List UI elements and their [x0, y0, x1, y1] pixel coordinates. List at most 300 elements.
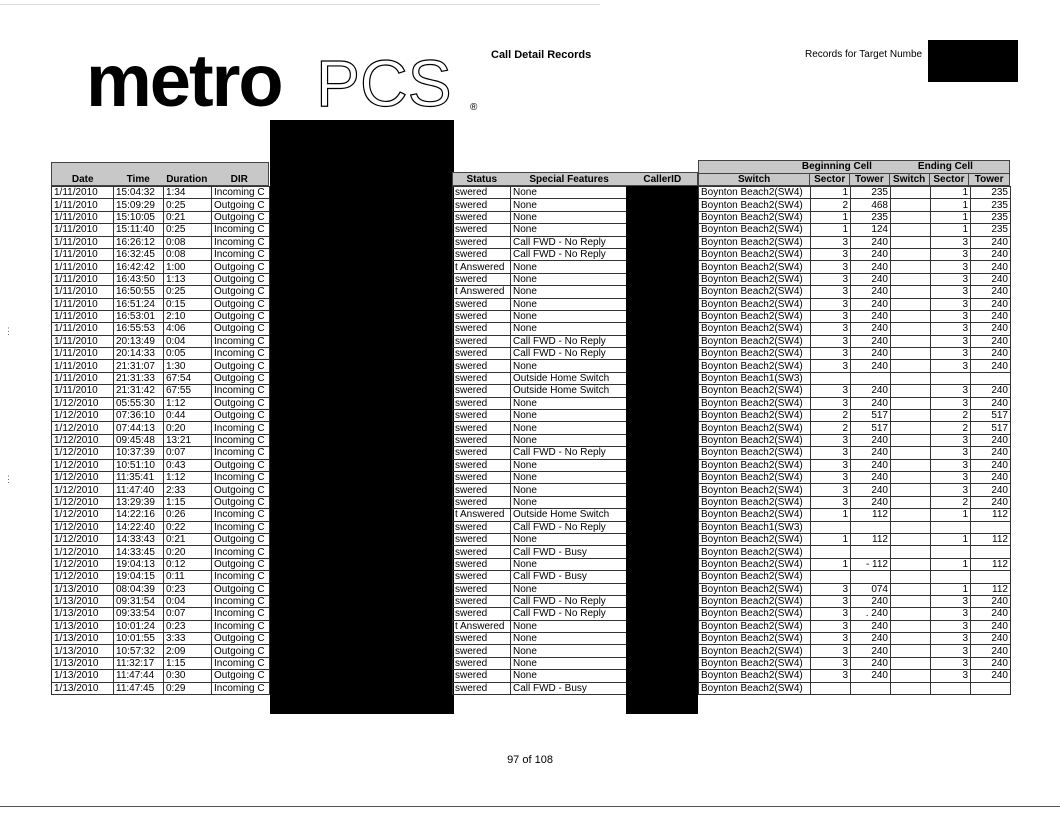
table-row: [699, 595, 1011, 607]
table-cell: 0:20: [164, 546, 212, 558]
table-cell: 3: [931, 670, 971, 682]
table-cell: 1/11/2010: [52, 199, 114, 211]
table-cell: None: [511, 187, 629, 199]
table-row: [453, 360, 629, 372]
table-cell: 0:30: [164, 670, 212, 682]
col-header-duration: Duration: [166, 174, 208, 185]
table-cell: 235: [971, 224, 1011, 236]
table-cell: None: [511, 199, 629, 211]
table-cell: Call FWD - No Reply: [511, 447, 629, 459]
table-cell: Boynton Beach2(SW4): [699, 633, 811, 645]
table-cell: 0:43: [164, 459, 212, 471]
col-header-special-features: Special Features: [529, 174, 609, 185]
table-cell: swered: [453, 199, 511, 211]
table-cell: Call FWD - No Reply: [511, 236, 629, 248]
table-cell: Boynton Beach2(SW4): [699, 583, 811, 595]
table-row: [52, 608, 270, 620]
table-row: [453, 286, 629, 298]
table-cell: [891, 682, 931, 694]
table-cell: 10:37:39: [114, 447, 164, 459]
right-table-header: [698, 160, 1010, 186]
table-row: [52, 422, 270, 434]
table-cell: 1: [931, 224, 971, 236]
table-cell: 240: [851, 447, 891, 459]
table-cell: 14:33:45: [114, 546, 164, 558]
table-cell: [931, 546, 971, 558]
table-cell: 3: [811, 348, 851, 360]
table-cell: swered: [453, 310, 511, 322]
table-cell: t Answered: [453, 509, 511, 521]
table-row: [453, 273, 629, 285]
table-cell: 16:55:53: [114, 323, 164, 335]
table-cell: [971, 521, 1011, 533]
table-cell: 240: [971, 608, 1011, 620]
table-cell: Boynton Beach2(SW4): [699, 682, 811, 694]
table-cell: [891, 509, 931, 521]
table-cell: [851, 571, 891, 583]
table-cell: None: [511, 558, 629, 570]
table-cell: [891, 422, 931, 434]
table-row: [52, 236, 270, 248]
table-cell: None: [511, 397, 629, 409]
table-cell: Incoming C: [212, 447, 270, 459]
table-cell: 1:30: [164, 360, 212, 372]
table-row: [699, 620, 1011, 632]
table-cell: [971, 682, 1011, 694]
table-cell: 240: [971, 670, 1011, 682]
table-cell: Call FWD - No Reply: [511, 335, 629, 347]
table-cell: [891, 558, 931, 570]
table-cell: 3: [811, 397, 851, 409]
table-cell: Incoming C: [212, 620, 270, 632]
group-header-beginning-cell: Beginning Cell: [801, 161, 872, 172]
table-cell: Call FWD - Busy: [511, 546, 629, 558]
table-cell: 240: [971, 471, 1011, 483]
table-cell: swered: [453, 273, 511, 285]
table-cell: 1/11/2010: [52, 273, 114, 285]
table-cell: 3: [931, 385, 971, 397]
table-row: [453, 372, 629, 384]
table-cell: 240: [971, 286, 1011, 298]
table-cell: Call FWD - No Reply: [511, 348, 629, 360]
table-row: [699, 546, 1011, 558]
table-row: [699, 323, 1011, 335]
table-cell: 21:31:07: [114, 360, 164, 372]
table-row: [453, 323, 629, 335]
table-row: [699, 211, 1011, 223]
table-cell: swered: [453, 459, 511, 471]
table-cell: 1: [811, 211, 851, 223]
table-cell: swered: [453, 335, 511, 347]
table-cell: swered: [453, 657, 511, 669]
table-cell: None: [511, 459, 629, 471]
table-cell: Boynton Beach2(SW4): [699, 434, 811, 446]
table-cell: [891, 434, 931, 446]
table-cell: swered: [453, 496, 511, 508]
table-cell: None: [511, 645, 629, 657]
table-row: [453, 484, 629, 496]
table-cell: swered: [453, 558, 511, 570]
table-row: [453, 633, 629, 645]
table-row: [52, 496, 270, 508]
table-cell: Outgoing C: [212, 286, 270, 298]
table-cell: 240: [971, 248, 1011, 260]
table-row: [453, 310, 629, 322]
table-cell: 235: [851, 211, 891, 223]
table-cell: Boynton Beach2(SW4): [699, 199, 811, 211]
table-cell: 0:05: [164, 348, 212, 360]
table-cell: 1/11/2010: [52, 298, 114, 310]
table-row: [52, 670, 270, 682]
table-cell: Incoming C: [212, 546, 270, 558]
table-cell: Incoming C: [212, 335, 270, 347]
table-cell: [891, 484, 931, 496]
table-row: [52, 620, 270, 632]
table-cell: Boynton Beach2(SW4): [699, 509, 811, 521]
table-cell: 112: [851, 509, 891, 521]
table-row: [699, 286, 1011, 298]
table-row: [699, 397, 1011, 409]
table-cell: None: [511, 261, 629, 273]
table-cell: Incoming C: [212, 509, 270, 521]
table-row: [453, 558, 629, 570]
table-cell: [891, 199, 931, 211]
table-row: [52, 187, 270, 199]
table-cell: Outgoing C: [212, 211, 270, 223]
table-cell: 240: [971, 595, 1011, 607]
table-cell: [891, 459, 931, 471]
table-row: [52, 546, 270, 558]
table-cell: 1/13/2010: [52, 583, 114, 595]
table-cell: [811, 682, 851, 694]
table-cell: None: [511, 298, 629, 310]
table-cell: None: [511, 496, 629, 508]
table-cell: [931, 682, 971, 694]
table-cell: 13:29:39: [114, 496, 164, 508]
table-cell: Boynton Beach2(SW4): [699, 236, 811, 248]
target-number-label: Records for Target Numbe: [805, 49, 923, 60]
table-row: [453, 199, 629, 211]
table-cell: swered: [453, 434, 511, 446]
table-cell: [891, 372, 931, 384]
table-cell: 3: [931, 620, 971, 632]
table-cell: 517: [971, 410, 1011, 422]
table-row: [699, 533, 1011, 545]
table-cell: 15:04:32: [114, 187, 164, 199]
table-cell: 0:25: [164, 286, 212, 298]
table-cell: 0:22: [164, 521, 212, 533]
table-cell: 235: [971, 199, 1011, 211]
table-row: [453, 410, 629, 422]
table-cell: [811, 521, 851, 533]
table-cell: [811, 372, 851, 384]
table-cell: 235: [971, 187, 1011, 199]
table-row: [52, 224, 270, 236]
table-row: [52, 434, 270, 446]
table-cell: Outgoing C: [212, 633, 270, 645]
table-row: [699, 657, 1011, 669]
table-row: [453, 496, 629, 508]
table-cell: 3: [811, 496, 851, 508]
table-cell: 3: [811, 273, 851, 285]
table-cell: 1/12/2010: [52, 447, 114, 459]
table-cell: 3: [811, 323, 851, 335]
table-row: [699, 471, 1011, 483]
table-cell: Incoming C: [212, 187, 270, 199]
table-cell: 240: [851, 595, 891, 607]
table-cell: 0:23: [164, 620, 212, 632]
col-header-date: Date: [71, 174, 94, 185]
table-cell: 14:22:16: [114, 509, 164, 521]
table-cell: 1/13/2010: [52, 595, 114, 607]
table-row: [453, 459, 629, 471]
table-cell: 240: [971, 397, 1011, 409]
table-cell: None: [511, 323, 629, 335]
table-cell: None: [511, 670, 629, 682]
table-cell: Outgoing C: [212, 484, 270, 496]
table-cell: [891, 583, 931, 595]
table-cell: 3: [931, 273, 971, 285]
table-cell: 1: [931, 509, 971, 521]
table-cell: 11:47:44: [114, 670, 164, 682]
table-cell: Incoming C: [212, 236, 270, 248]
table-cell: 07:36:10: [114, 410, 164, 422]
table-cell: 240: [851, 385, 891, 397]
table-cell: 3: [811, 657, 851, 669]
table-cell: swered: [453, 484, 511, 496]
table-cell: 1/12/2010: [52, 471, 114, 483]
table-cell: None: [511, 657, 629, 669]
table-cell: 3: [931, 633, 971, 645]
table-cell: Incoming C: [212, 682, 270, 694]
table-row: [52, 199, 270, 211]
table-cell: t Answered: [453, 620, 511, 632]
table-cell: 1/13/2010: [52, 608, 114, 620]
table-cell: None: [511, 360, 629, 372]
table-cell: Boynton Beach2(SW4): [699, 558, 811, 570]
table-cell: swered: [453, 397, 511, 409]
table-row: [52, 372, 270, 384]
table-cell: 1:34: [164, 187, 212, 199]
table-cell: 0:26: [164, 509, 212, 521]
table-cell: Boynton Beach2(SW4): [699, 286, 811, 298]
table-cell: 3: [931, 484, 971, 496]
table-cell: 0:44: [164, 410, 212, 422]
table-cell: [931, 521, 971, 533]
table-cell: 0:23: [164, 583, 212, 595]
table-cell: Incoming C: [212, 608, 270, 620]
table-cell: 16:43:50: [114, 273, 164, 285]
table-cell: None: [511, 224, 629, 236]
table-cell: 21:31:42: [114, 385, 164, 397]
table-cell: 0:20: [164, 422, 212, 434]
table-row: [453, 422, 629, 434]
table-cell: 240: [971, 434, 1011, 446]
table-cell: swered: [453, 422, 511, 434]
table-cell: Boynton Beach2(SW4): [699, 348, 811, 360]
table-cell: 240: [851, 620, 891, 632]
table-cell: 112: [971, 533, 1011, 545]
table-cell: Call FWD - No Reply: [511, 248, 629, 260]
table-row: [52, 471, 270, 483]
table-cell: [931, 372, 971, 384]
table-cell: Boynton Beach2(SW4): [699, 385, 811, 397]
table-cell: 14:22:40: [114, 521, 164, 533]
table-cell: 3: [931, 595, 971, 607]
table-cell: 240: [971, 273, 1011, 285]
table-cell: 240: [851, 310, 891, 322]
table-cell: [971, 571, 1011, 583]
table-cell: 2: [811, 422, 851, 434]
table-cell: 3: [931, 657, 971, 669]
table-cell: 1: [811, 187, 851, 199]
table-cell: [891, 620, 931, 632]
table-cell: 235: [851, 187, 891, 199]
table-cell: 14:33:43: [114, 533, 164, 545]
table-cell: swered: [453, 645, 511, 657]
table-row: [453, 236, 629, 248]
table-cell: 07:44:13: [114, 422, 164, 434]
table-cell: 0:08: [164, 248, 212, 260]
table-row: [52, 558, 270, 570]
table-cell: 3: [811, 633, 851, 645]
table-row: [699, 372, 1011, 384]
table-cell: [891, 385, 931, 397]
table-row: [699, 224, 1011, 236]
table-cell: [891, 397, 931, 409]
table-cell: 1/11/2010: [52, 360, 114, 372]
table-cell: swered: [453, 583, 511, 595]
table-cell: 112: [971, 583, 1011, 595]
table-cell: Incoming C: [212, 422, 270, 434]
table-cell: 11:35:41: [114, 471, 164, 483]
table-cell: 240: [971, 459, 1011, 471]
table-row: [52, 645, 270, 657]
table-cell: 1/12/2010: [52, 397, 114, 409]
table-cell: Boynton Beach2(SW4): [699, 298, 811, 310]
table-row: [453, 298, 629, 310]
table-cell: 124: [851, 224, 891, 236]
table-cell: 11:47:40: [114, 484, 164, 496]
table-cell: 2: [811, 199, 851, 211]
table-cell: [931, 571, 971, 583]
col-header-dir: DIR: [230, 174, 248, 185]
table-cell: 16:53:01: [114, 310, 164, 322]
table-row: [453, 261, 629, 273]
table-cell: 1/11/2010: [52, 310, 114, 322]
table-row: [699, 521, 1011, 533]
col-header-end-sector: Sector: [930, 174, 970, 186]
table-cell: 3: [811, 608, 851, 620]
table-cell: 0:04: [164, 335, 212, 347]
table-cell: 240: [851, 360, 891, 372]
table-cell: Boynton Beach2(SW4): [699, 533, 811, 545]
table-cell: Incoming C: [212, 248, 270, 260]
table-cell: Outgoing C: [212, 310, 270, 322]
table-cell: 3: [811, 670, 851, 682]
table-row: [699, 261, 1011, 273]
table-row: [52, 323, 270, 335]
table-cell: 240: [851, 459, 891, 471]
table-cell: 240: [851, 496, 891, 508]
table-row: [52, 533, 270, 545]
table-cell: 10:51:10: [114, 459, 164, 471]
table-cell: 240: [971, 323, 1011, 335]
table-cell: 240: [971, 236, 1011, 248]
table-cell: Outgoing C: [212, 298, 270, 310]
table-cell: 1/11/2010: [52, 348, 114, 360]
table-cell: 240: [971, 360, 1011, 372]
table-cell: swered: [453, 546, 511, 558]
mid-data-table: [452, 186, 629, 695]
table-cell: 3: [931, 236, 971, 248]
table-cell: 240: [851, 323, 891, 335]
table-cell: Outgoing C: [212, 397, 270, 409]
table-cell: None: [511, 484, 629, 496]
table-row: [699, 434, 1011, 446]
table-cell: 0:21: [164, 533, 212, 545]
svg-text:PCS: PCS: [316, 46, 452, 120]
table-cell: [891, 595, 931, 607]
table-cell: Outgoing C: [212, 410, 270, 422]
table-cell: Outgoing C: [212, 645, 270, 657]
left-data-table: [51, 186, 270, 695]
table-cell: swered: [453, 608, 511, 620]
table-cell: None: [511, 620, 629, 632]
table-cell: 16:51:24: [114, 298, 164, 310]
table-cell: 074: [851, 583, 891, 595]
table-cell: [851, 546, 891, 558]
table-cell: 0:21: [164, 211, 212, 223]
table-cell: 1: [811, 533, 851, 545]
table-cell: None: [511, 434, 629, 446]
table-cell: [891, 571, 931, 583]
table-cell: Boynton Beach2(SW4): [699, 595, 811, 607]
table-cell: Boynton Beach2(SW4): [699, 620, 811, 632]
scan-speck: ⋮: [4, 326, 13, 336]
table-cell: Boynton Beach2(SW4): [699, 670, 811, 682]
table-cell: 1:15: [164, 657, 212, 669]
table-row: [52, 248, 270, 260]
svg-text:®: ®: [470, 102, 478, 113]
table-cell: 240: [971, 298, 1011, 310]
table-cell: 240: [851, 484, 891, 496]
table-cell: 240: [851, 657, 891, 669]
table-cell: [851, 521, 891, 533]
table-cell: 1/11/2010: [52, 335, 114, 347]
table-cell: 2: [931, 422, 971, 434]
table-cell: 3: [931, 608, 971, 620]
table-cell: swered: [453, 533, 511, 545]
table-cell: swered: [453, 595, 511, 607]
table-row: [52, 273, 270, 285]
table-cell: [891, 348, 931, 360]
table-cell: [851, 372, 891, 384]
table-cell: swered: [453, 372, 511, 384]
bottom-rule: [0, 806, 1060, 807]
table-cell: 240: [851, 397, 891, 409]
table-row: [699, 199, 1011, 211]
table-cell: 1/13/2010: [52, 657, 114, 669]
table-cell: 11:32:17: [114, 657, 164, 669]
table-cell: swered: [453, 471, 511, 483]
table-cell: 2: [811, 410, 851, 422]
table-cell: 3: [811, 471, 851, 483]
table-cell: 1/12/2010: [52, 459, 114, 471]
table-row: [453, 595, 629, 607]
table-cell: 0:07: [164, 447, 212, 459]
table-cell: 3: [931, 286, 971, 298]
